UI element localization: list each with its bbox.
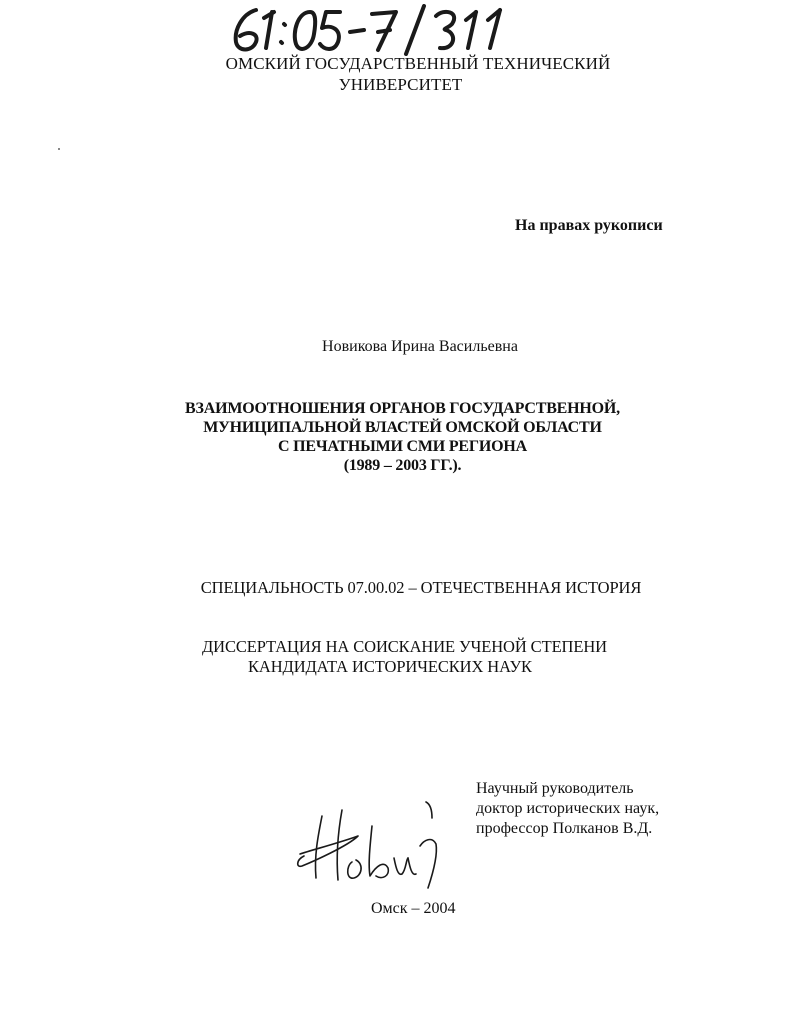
thesis-title-line-2: МУНИЦИПАЛЬНОЙ ВЛАСТЕЙ ОМСКОЙ ОБЛАСТИ <box>203 419 602 436</box>
supervisor-degree: доктор исторических наук, <box>476 800 660 817</box>
university-name-line-1: ОМСКИЙ ГОСУДАРСТВЕННЫЙ ТЕХНИЧЕСКИЙ <box>225 54 611 73</box>
specialty: СПЕЦИАЛЬНОСТЬ 07.00.02 – ОТЕЧЕСТВЕННАЯ ИСТОРИЯ <box>200 578 642 597</box>
archive-code <box>228 4 518 56</box>
degree-line-2: КАНДИДАТА ИСТОРИЧЕСКИХ НАУК <box>248 657 532 676</box>
university-name-line-2: УНИВЕРСИТЕТ <box>338 75 463 94</box>
thesis-title-line-3: С ПЕЧАТНЫМИ СМИ РЕГИОНА <box>278 438 527 455</box>
university-name <box>0 53 791 95</box>
supervisor-name: профессор Полканов В.Д. <box>476 820 653 837</box>
signature-handwriting <box>292 796 452 890</box>
supervisor-role: Научный руководитель <box>476 780 634 797</box>
thesis-title-line-1: ВЗАИМООТНОШЕНИЯ ОРГАНОВ ГОСУДАРСТВЕННОЙ, <box>185 400 620 417</box>
place-and-year: Омск – 2004 <box>371 900 456 917</box>
author-name: Новикова Ирина Васильевна <box>322 338 518 355</box>
scan-speck <box>58 148 60 150</box>
thesis-title <box>0 399 791 475</box>
archive-code-handwriting <box>228 4 518 56</box>
rights-note: На правах рукописи <box>515 217 663 234</box>
signature <box>292 796 452 890</box>
degree-line-1: ДИССЕРТАЦИЯ НА СОИСКАНИЕ УЧЕНОЙ СТЕПЕНИ <box>202 637 607 656</box>
degree-statement <box>202 637 607 677</box>
thesis-title-line-4: (1989 – 2003 ГГ.). <box>343 457 462 474</box>
supervisor-block <box>476 779 659 839</box>
